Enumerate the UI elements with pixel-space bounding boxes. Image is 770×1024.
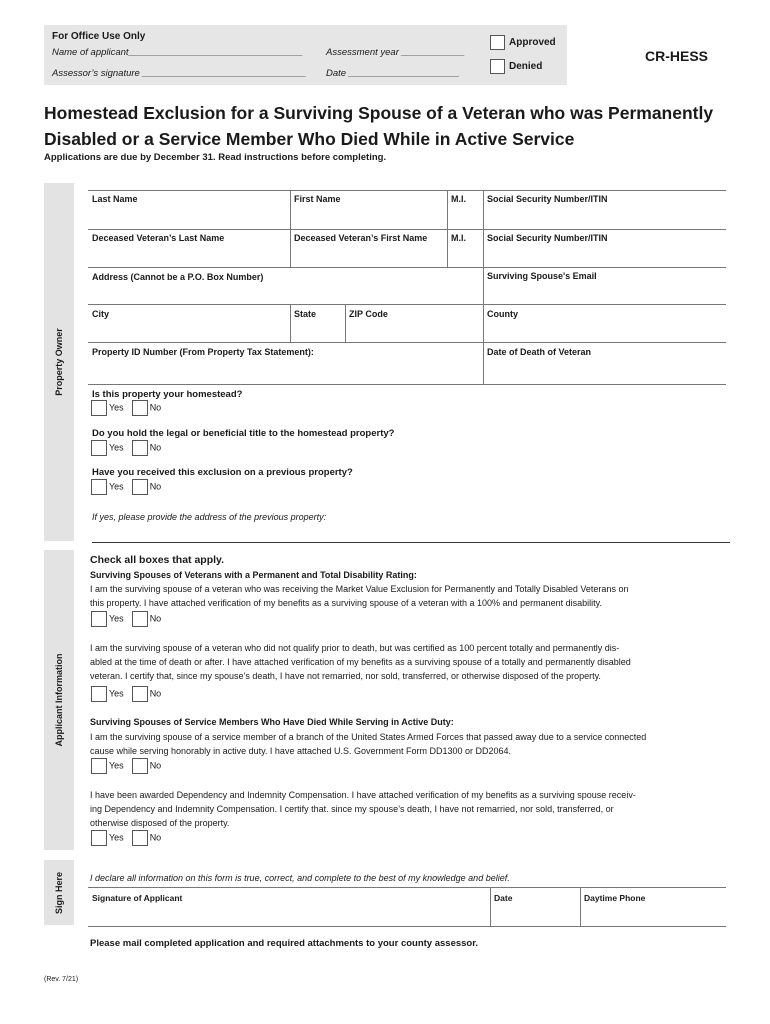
deceased-middle-initial-field[interactable]: M.I. [451, 233, 466, 243]
grid-divider [447, 229, 448, 267]
deceased-last-name-field[interactable]: Deceased Veteran’s Last Name [92, 233, 225, 243]
question-title: Do you hold the legal or beneficial title to the homestead property? [92, 428, 395, 439]
no-label: No [149, 760, 162, 771]
grid-divider [490, 887, 491, 926]
approved-checkbox[interactable] [490, 35, 505, 50]
grid-divider [483, 267, 484, 304]
no-label: No [149, 442, 162, 453]
address-field[interactable]: Address (Cannot be a P.O. Box Number) [92, 272, 264, 282]
question-previous-exclusion: Have you received this exclusion on a previous property? [92, 467, 353, 478]
homestead-yes-no [91, 400, 161, 416]
form-code: CR-HESS [645, 48, 709, 64]
denied-checkbox[interactable] [490, 59, 505, 74]
property-id-field[interactable]: Property ID Number (From Property Tax Statement): [92, 347, 314, 357]
sidebar-label-sign-here: Sign Here [54, 871, 64, 914]
yes-label: Yes [109, 481, 124, 492]
denied-option[interactable] [490, 59, 542, 74]
p1-no-checkbox[interactable] [132, 611, 148, 627]
homestead-yes-checkbox[interactable] [91, 400, 107, 416]
grid-divider [345, 304, 346, 342]
yes-label: Yes [109, 760, 124, 771]
yes-label: Yes [109, 613, 124, 624]
p1-yes-checkbox[interactable] [91, 611, 107, 627]
approved-option[interactable] [490, 35, 556, 50]
certified-paragraph [90, 641, 735, 683]
first-name-field[interactable]: First Name [294, 194, 341, 204]
p3-no-checkbox[interactable] [132, 758, 148, 774]
ptd-heading: Surviving Spouses of Veterans with a Permanent and Total Disability Rating: [90, 570, 417, 580]
assessor-signature-line: Assessor’s signature _______________________________ [52, 68, 307, 79]
yes-label: Yes [109, 402, 124, 413]
grid-divider [290, 304, 291, 342]
grid-line [88, 304, 726, 305]
text-line: abled at the time of death or after. I have attached verification of my benefits as a surviving spouse of a totally and permanently disabled [90, 657, 631, 667]
check-all-heading: Check all boxes that apply. [90, 554, 225, 566]
deceased-first-name-field[interactable]: Deceased Veteran’s First Name [294, 233, 428, 243]
no-label: No [149, 481, 162, 492]
last-name-field[interactable]: Last Name [92, 194, 138, 204]
date-of-death-field[interactable]: Date of Death of Veteran [487, 347, 592, 357]
office-use-box [44, 25, 567, 85]
grid-divider [483, 190, 484, 229]
p4-yes-checkbox[interactable] [91, 830, 107, 846]
previous-address-label: If yes, please provide the address of the previous property: [92, 512, 327, 522]
grid-divider [290, 229, 291, 267]
p1-yes-no [91, 611, 161, 627]
text-line: I have been awarded Dependency and Indemnity Compensation. I have attached verification of my benefits as a surviving spouse receiv- [90, 790, 636, 800]
text-line: cause while serving honorably in active duty. I have attached U.S. Government Form DD1300 or DD2064. [90, 746, 512, 756]
grid-line [88, 926, 726, 927]
p4-no-checkbox[interactable] [132, 830, 148, 846]
revision-label: (Rev. 7/21) [44, 976, 79, 983]
grid-line [88, 384, 726, 385]
yes-label: Yes [109, 832, 124, 843]
text-line: otherwise disposed of the property. [90, 818, 230, 828]
sidebar-property-owner [44, 183, 74, 541]
ptd-paragraph [90, 582, 735, 610]
no-label: No [149, 613, 162, 624]
text-line: I am the surviving spouse of a veteran who did not qualify prior to death, but was certified as 100 percent totally and permanently dis- [90, 643, 620, 653]
grid-line [88, 887, 726, 888]
sidebar-label-property-owner: Property Owner [54, 328, 64, 396]
p2-yes-checkbox[interactable] [91, 686, 107, 702]
grid-line [88, 229, 726, 230]
title-no-checkbox[interactable] [132, 440, 148, 456]
previous-no-checkbox[interactable] [132, 479, 148, 495]
title-line-2: Disabled or a Service Member Who Died While in Active Service [44, 129, 575, 149]
yes-label: Yes [109, 442, 124, 453]
grid-divider [447, 190, 448, 229]
no-label: No [149, 402, 162, 413]
grid-divider [580, 887, 581, 926]
text-line: I am the surviving spouse of a veteran who was receiving the Market Value Exclusion for Permanently and Totally Disabled Veterans on [90, 584, 629, 594]
p3-yes-no [91, 758, 161, 774]
homestead-no-checkbox[interactable] [132, 400, 148, 416]
p4-yes-no [91, 830, 161, 846]
office-date-line: Date _____________________ [326, 68, 460, 79]
dic-paragraph [90, 788, 735, 830]
active-duty-heading: Surviving Spouses of Service Members Who Have Died While Serving in Active Duty: [90, 717, 454, 727]
grid-line [88, 267, 726, 268]
middle-initial-field[interactable]: M.I. [451, 194, 466, 204]
question-homestead: Is this property your homestead? [92, 389, 243, 400]
p2-yes-no [91, 686, 161, 702]
text-line: veteran. I certify that, since my spouse’s death, I have not remarried, nor sold, transferred, or otherwise disposed of the property. [90, 671, 601, 681]
previous-address-line[interactable] [92, 542, 730, 543]
state-field[interactable]: State [294, 309, 317, 319]
previous-yes-no [91, 479, 161, 495]
assessment-year-line: Assessment year ____________ [326, 47, 465, 58]
applicant-name-line: Name of applicant_________________________________ [52, 47, 303, 58]
declaration-text: I declare all information on this form is true, correct, and complete to the best of my knowledge and belief. [90, 873, 510, 883]
daytime-phone-field[interactable]: Daytime Phone [584, 893, 646, 903]
approved-label: Approved [509, 37, 556, 49]
zip-field[interactable]: ZIP Code [349, 309, 388, 319]
city-field[interactable]: City [92, 309, 110, 319]
sign-date-field[interactable]: Date [494, 893, 513, 903]
sidebar-applicant-info [44, 550, 74, 850]
text-line: ing Dependency and Indemnity Compensation. I certify that. since my spouse’s death, I have not remarried, nor sold, transferred, or [90, 804, 614, 814]
ssn-field[interactable]: Social Security Number/ITIN [487, 194, 608, 204]
due-note: Applications are due by December 31. Read instructions before completing. [44, 152, 387, 163]
title-yes-checkbox[interactable] [91, 440, 107, 456]
grid-divider [483, 342, 484, 384]
p2-no-checkbox[interactable] [132, 686, 148, 702]
no-label: No [149, 688, 162, 699]
grid-divider [483, 229, 484, 267]
sidebar-label-applicant-info: Applicant Information [54, 653, 64, 747]
text-line: I am the surviving spouse of a service member of a branch of the United States Armed Forces that passed away due to a service connected [90, 732, 647, 742]
grid-divider [483, 304, 484, 342]
office-use-title: For Office Use Only [52, 31, 146, 42]
grid-line [88, 190, 726, 191]
deceased-ssn-field[interactable]: Social Security Number/ITIN [487, 233, 608, 243]
mail-instructions: Please mail completed application and required attachments to your county assessor. [90, 938, 479, 949]
sidebar-sign-here [44, 860, 74, 925]
denied-label: Denied [509, 61, 543, 73]
no-label: No [149, 832, 162, 843]
text-line: this property. I have attached verification of my benefits as a surviving spouse of a veteran with a 100% and permanent disability. [90, 598, 602, 608]
grid-line [88, 342, 726, 343]
grid-divider [290, 190, 291, 229]
page-title [44, 100, 744, 152]
previous-yes-checkbox[interactable] [91, 479, 107, 495]
active-duty-paragraph [90, 730, 735, 758]
p3-yes-checkbox[interactable] [91, 758, 107, 774]
signature-field[interactable]: Signature of Applicant [92, 893, 183, 903]
yes-label: Yes [109, 688, 124, 699]
email-field[interactable]: Surviving Spouse's Email [487, 271, 597, 281]
county-field[interactable]: County [487, 309, 518, 319]
title-line-1: Homestead Exclusion for a Surviving Spouse of a Veteran who was Permanently [44, 103, 714, 123]
title-yes-no [91, 440, 161, 456]
